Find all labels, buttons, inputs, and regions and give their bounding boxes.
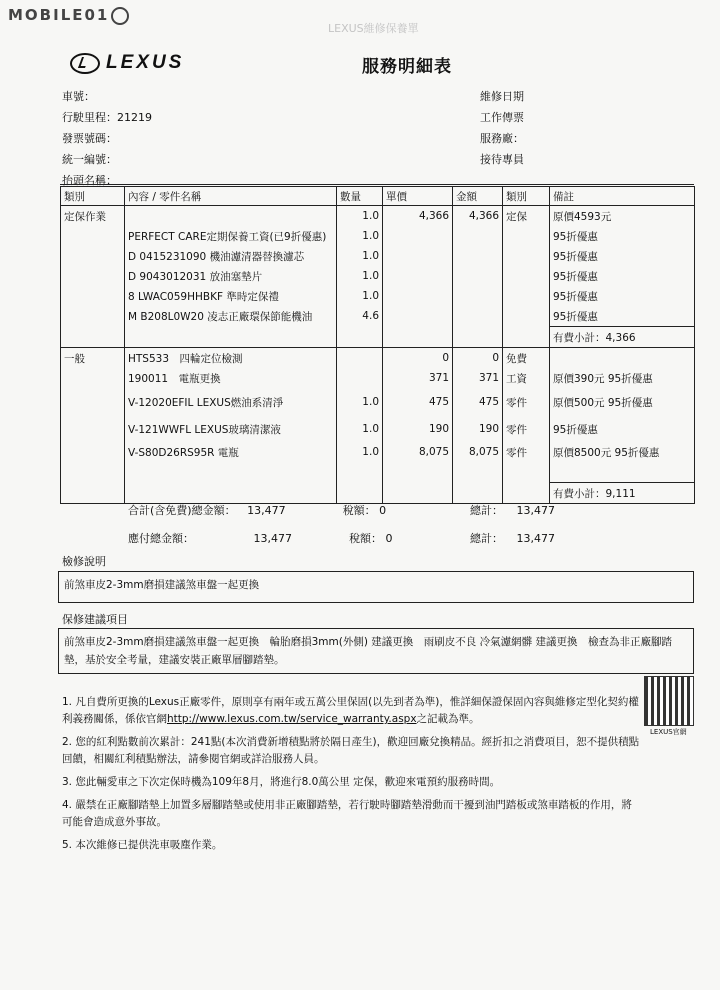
row-type	[503, 266, 550, 286]
row-qty: 1.0	[337, 388, 383, 416]
tax-value: 0	[385, 532, 393, 545]
header-field-tax-id: 統一編號：	[62, 153, 117, 166]
row-qty: 1.0	[337, 206, 383, 227]
row-amount: 8,075	[453, 442, 503, 462]
header-field-work-order: 工作傳票	[480, 111, 524, 124]
row-note: 原價8500元 95折優惠	[550, 442, 695, 462]
row-amount: 190	[453, 416, 503, 442]
row-content: HTS533 四輪定位檢測	[125, 348, 337, 369]
row-note: 95折優惠	[550, 266, 695, 286]
lexus-wordmark: LEXUS	[106, 52, 185, 73]
col-header-content: 內容 / 零件名稱	[125, 187, 337, 206]
footnote-4: 4. 嚴禁在正廠腳踏墊上加置多層腳踏墊或使用非正廠腳踏墊，若行駛時腳踏墊滑動而干擾到油門踏板或煞車踏板的作用，將可能會造成意外事故。	[62, 799, 632, 828]
tax-label: 稅額：	[342, 504, 376, 517]
watermark-text: MOBILE01	[8, 6, 110, 24]
subtotal-row	[61, 483, 695, 504]
row-price	[383, 286, 453, 306]
table-row	[61, 388, 695, 416]
inspection-box	[58, 571, 694, 603]
row-qty	[337, 368, 383, 388]
row-price: 190	[383, 416, 453, 442]
total-incl-free-value: 13,477	[247, 504, 286, 517]
row-amount: 0	[453, 348, 503, 369]
totals-row-2	[128, 530, 393, 546]
row-note: 95折優惠	[550, 286, 695, 306]
footnote-2: 2. 您的紅利點數前次累計：241點(本次消費新增積點將於隔日產生)，歡迎回廠兌換精品。經折扣之消費項目，恕不提供積點回饋，相關紅利積點辦法，請參閱官網或詳洽服務人員。	[62, 736, 640, 765]
row-content: D 0415231090 機油濾清器替換濾芯	[125, 246, 337, 266]
grand-total-value: 13,477	[516, 504, 555, 517]
footnote-5: 5. 本次維修已提供洗車吸塵作業。	[62, 839, 223, 851]
row-qty: 1.0	[337, 416, 383, 442]
row-qty	[337, 348, 383, 369]
row-qty: 1.0	[337, 226, 383, 246]
row-qty: 1.0	[337, 286, 383, 306]
header-field-title-name: 抬頭名稱：	[62, 174, 117, 187]
row-content: M B208L0W20 凌志正廠環保節能機油	[125, 306, 337, 327]
row-type: 工資	[503, 368, 550, 388]
row-note: 原價4593元	[550, 206, 695, 227]
row-type: 零件	[503, 416, 550, 442]
col-header-qty: 數量	[337, 187, 383, 206]
row-price: 4,366	[383, 206, 453, 227]
grand-total-1	[470, 502, 555, 518]
table-row	[61, 462, 695, 483]
row-amount: 371	[453, 368, 503, 388]
section-subtotal: 有費小計：9,111	[550, 483, 695, 504]
watermark-logo	[8, 6, 129, 25]
row-content: V-S80D26RS95R 電瓶	[125, 442, 337, 462]
tax-label: 稅額：	[349, 532, 382, 545]
grand-total-2	[470, 530, 555, 546]
row-amount	[453, 246, 503, 266]
header-field-advisor: 接待專員	[480, 153, 524, 166]
qr-code-icon[interactable]	[644, 676, 694, 726]
suggestion-box	[58, 628, 694, 674]
row-price	[383, 226, 453, 246]
table-row	[61, 206, 695, 227]
table-row	[61, 246, 695, 266]
grand-total-value: 13,477	[516, 532, 555, 545]
row-content: 190011 電瓶更換	[125, 368, 337, 388]
col-header-note: 備註	[550, 187, 695, 206]
inspection-text: 前煞車皮2-3mm磨損建議煞車盤一起更換	[64, 579, 260, 591]
row-amount	[453, 286, 503, 306]
row-price: 475	[383, 388, 453, 416]
row-content: D 9043012031 放油塞墊片	[125, 266, 337, 286]
row-type	[503, 226, 550, 246]
row-qty: 1.0	[337, 442, 383, 462]
row-note: 95折優惠	[550, 246, 695, 266]
total-incl-free-label: 合計(含免費)總金額：	[128, 504, 236, 517]
section-category: 定保作業	[61, 206, 125, 227]
header-divider	[60, 184, 694, 185]
footnotes	[62, 694, 642, 860]
col-header-category: 類別	[61, 187, 125, 206]
row-price: 0	[383, 348, 453, 369]
footnote-3: 3. 您此輛愛車之下次定保時機為109年8月，將進行8.0萬公里 定保，歡迎來電預約服務時間。	[62, 776, 501, 788]
col-header-price: 單價	[383, 187, 453, 206]
suggestion-text: 前煞車皮2-3mm磨損建議煞車盤一起更換 輪胎磨損3mm(外側) 建議更換 雨刷皮不良 冷氣濾網髒 建議更換 檢查為非正廠腳踏墊，基於安全考量，建議安裝正廠單層腳踏墊。	[64, 636, 672, 666]
row-qty: 4.6	[337, 306, 383, 327]
subtotal-row	[61, 327, 695, 348]
document-title: 服務明細表	[362, 57, 452, 77]
table-row	[61, 368, 695, 388]
section-category: 一般	[61, 348, 125, 369]
service-items-table	[60, 186, 695, 504]
header-field-plate: 車號：	[62, 90, 95, 103]
row-content: V-121WWFL LEXUS玻璃清潔液	[125, 416, 337, 442]
row-content: 8 LWAC059HHBKF 準時定保禮	[125, 286, 337, 306]
row-note: 95折優惠	[550, 226, 695, 246]
lexus-emblem-icon	[70, 53, 100, 74]
row-price: 371	[383, 368, 453, 388]
section-subtotal: 有費小計：4,366	[550, 327, 695, 348]
row-type	[503, 306, 550, 327]
lexus-logo	[70, 52, 184, 74]
row-type: 零件	[503, 388, 550, 416]
row-price: 8,075	[383, 442, 453, 462]
qr-label: LEXUS官網	[650, 728, 687, 736]
row-note: 原價500元 95折優惠	[550, 388, 695, 416]
header-field-mileage: 行駛里程：21219	[62, 111, 152, 124]
table-row	[61, 442, 695, 462]
row-amount: 475	[453, 388, 503, 416]
table-row	[61, 348, 695, 369]
row-qty: 1.0	[337, 266, 383, 286]
row-content	[125, 206, 337, 227]
row-price	[383, 306, 453, 327]
row-type	[503, 286, 550, 306]
ghost-text: LEXUS維修保養單	[328, 22, 419, 35]
header-right	[480, 86, 524, 170]
table-row	[61, 306, 695, 327]
header-left	[62, 86, 152, 191]
row-type: 零件	[503, 442, 550, 462]
row-price	[383, 246, 453, 266]
row-amount: 4,366	[453, 206, 503, 227]
col-header-amount: 金額	[453, 187, 503, 206]
tax-value: 0	[379, 504, 387, 517]
row-amount	[453, 226, 503, 246]
col-header-type: 類別	[503, 187, 550, 206]
grand-total-label: 總計：	[470, 532, 503, 545]
header-field-invoice: 發票號碼：	[62, 132, 117, 145]
table-row	[61, 416, 695, 442]
inspection-title: 檢修說明	[62, 555, 106, 568]
table-row	[61, 286, 695, 306]
row-content: PERFECT CARE定期保養工資(已9折優惠)	[125, 226, 337, 246]
row-qty: 1.0	[337, 246, 383, 266]
footnote-1: 1. 凡自費所更換的Lexus正廠零件，原則享有兩年或五萬公里保固(以先到者為準)，惟詳細保證保固內容與維修定型化契約權利義務關係，係依官網http://www.lexus.com.tw/service_warranty.aspx之記載為準。	[62, 696, 639, 725]
header-field-repair-date: 維修日期	[480, 90, 524, 103]
payable-total-label: 應付總金額：	[128, 532, 194, 545]
row-type: 免費	[503, 348, 550, 369]
warranty-link[interactable]: http://www.lexus.com.tw/service_warranty.aspx	[167, 713, 417, 725]
row-price	[383, 266, 453, 286]
row-note: 95折優惠	[550, 306, 695, 327]
header-field-service-plant: 服務廠：	[480, 132, 524, 145]
grand-total-label: 總計：	[470, 504, 503, 517]
table-row	[61, 226, 695, 246]
row-type: 定保	[503, 206, 550, 227]
payable-total-value: 13,477	[253, 532, 292, 545]
row-note: 95折優惠	[550, 416, 695, 442]
suggestion-title: 保修建議項目	[62, 613, 128, 626]
row-amount	[453, 266, 503, 286]
row-note	[550, 348, 695, 369]
row-amount	[453, 306, 503, 327]
row-type	[503, 246, 550, 266]
row-note: 原價390元 95折優惠	[550, 368, 695, 388]
watermark-ring-icon	[111, 7, 129, 25]
totals-row-1	[128, 502, 386, 518]
table-header-row	[61, 187, 695, 206]
table-row	[61, 266, 695, 286]
row-content: V-12020EFIL LEXUS燃油系清淨	[125, 388, 337, 416]
